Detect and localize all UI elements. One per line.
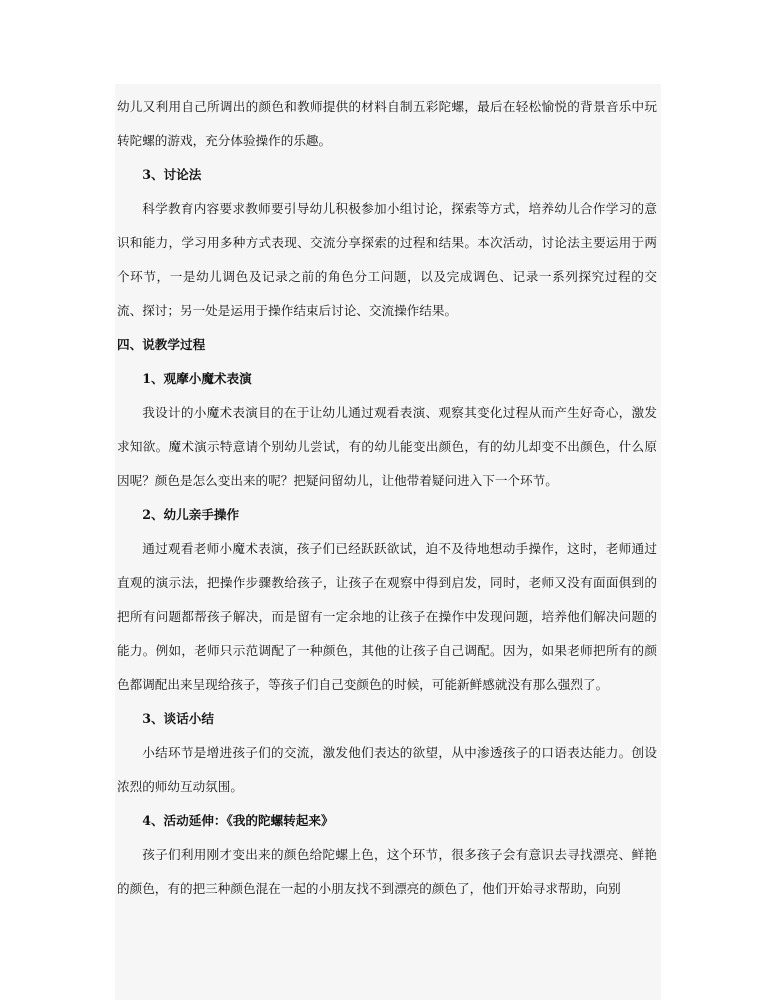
paragraph: 幼儿又利用自己所调出的颜色和教师提供的材料自制五彩陀螺，最后在轻松愉悦的背景音乐中玩转陀螺的游戏，充分体验操作的乐趣。 [117, 99, 657, 148]
section-heading: 2、幼儿亲手操作 [142, 507, 240, 522]
paragraph: 孩子们利用刚才变出来的颜色给陀螺上色，这个环节，很多孩子会有意识去寻找漂亮、鲜艳的颜色，有的把三种颜色混在一起的小朋友找不到漂亮的颜色了，他们开始寻求帮助，向别 [117, 847, 657, 896]
paragraph: 科学教育内容要求教师要引导幼儿积极参加小组讨论，探索等方式，培养幼儿合作学习的意识和能力，学习用多种方式表现、交流分享探索的过程和结果。本次活动，讨论法主要运用于两个环节，一是幼儿调色及记录之前的角色分工问题，以及完成调色、记录一系列探究过程的交流、探讨；另一处是运用于操作结束后讨论、交流操作结果。 [117, 201, 657, 318]
chapter-heading: 四、说教学过程 [117, 337, 206, 352]
section-heading: 4、活动延伸：《我的陀螺转起来》 [142, 813, 334, 828]
paragraph: 我设计的小魔术表演目的在于让幼儿通过观看表演、观察其变化过程从而产生好奇心，激发求知欲。魔术演示特意请个别幼儿尝试，有的幼儿能变出颜色，有的幼儿却变不出颜色，什么原因呢？颜色是怎么变出来的呢？把疑问留幼儿，让他带着疑问进入下一个环节。 [117, 405, 657, 488]
paragraph: 小结环节是增进孩子们的交流，激发他们表达的欲望，从中渗透孩子的口语表达能力。创设浓烈的师幼互动氛围。 [117, 745, 657, 794]
section-heading: 3、谈话小结 [142, 711, 214, 726]
section-heading: 1、观摩小魔术表演 [142, 371, 252, 386]
paragraph: 通过观看老师小魔术表演，孩子们已经跃跃欲试，迫不及待地想动手操作，这时，老师通过直观的演示法，把操作步骤教给孩子，让孩子在观察中得到启发，同时，老师又没有面面俱到的把所有问题都帮孩子解决，而是留有一定余地的让孩子在操作中发现问题，培养他们解决问题的能力。例如，老师只示范调配了一种颜色，其他的让孩子自己调配。因为，如果老师把所有的颜色都调配出来呈现给孩子，等孩子们自己变颜色的时候，可能新鲜感就没有那么强烈了。 [117, 541, 657, 692]
section-heading: 3、讨论法 [142, 167, 202, 182]
document-body [117, 90, 657, 906]
